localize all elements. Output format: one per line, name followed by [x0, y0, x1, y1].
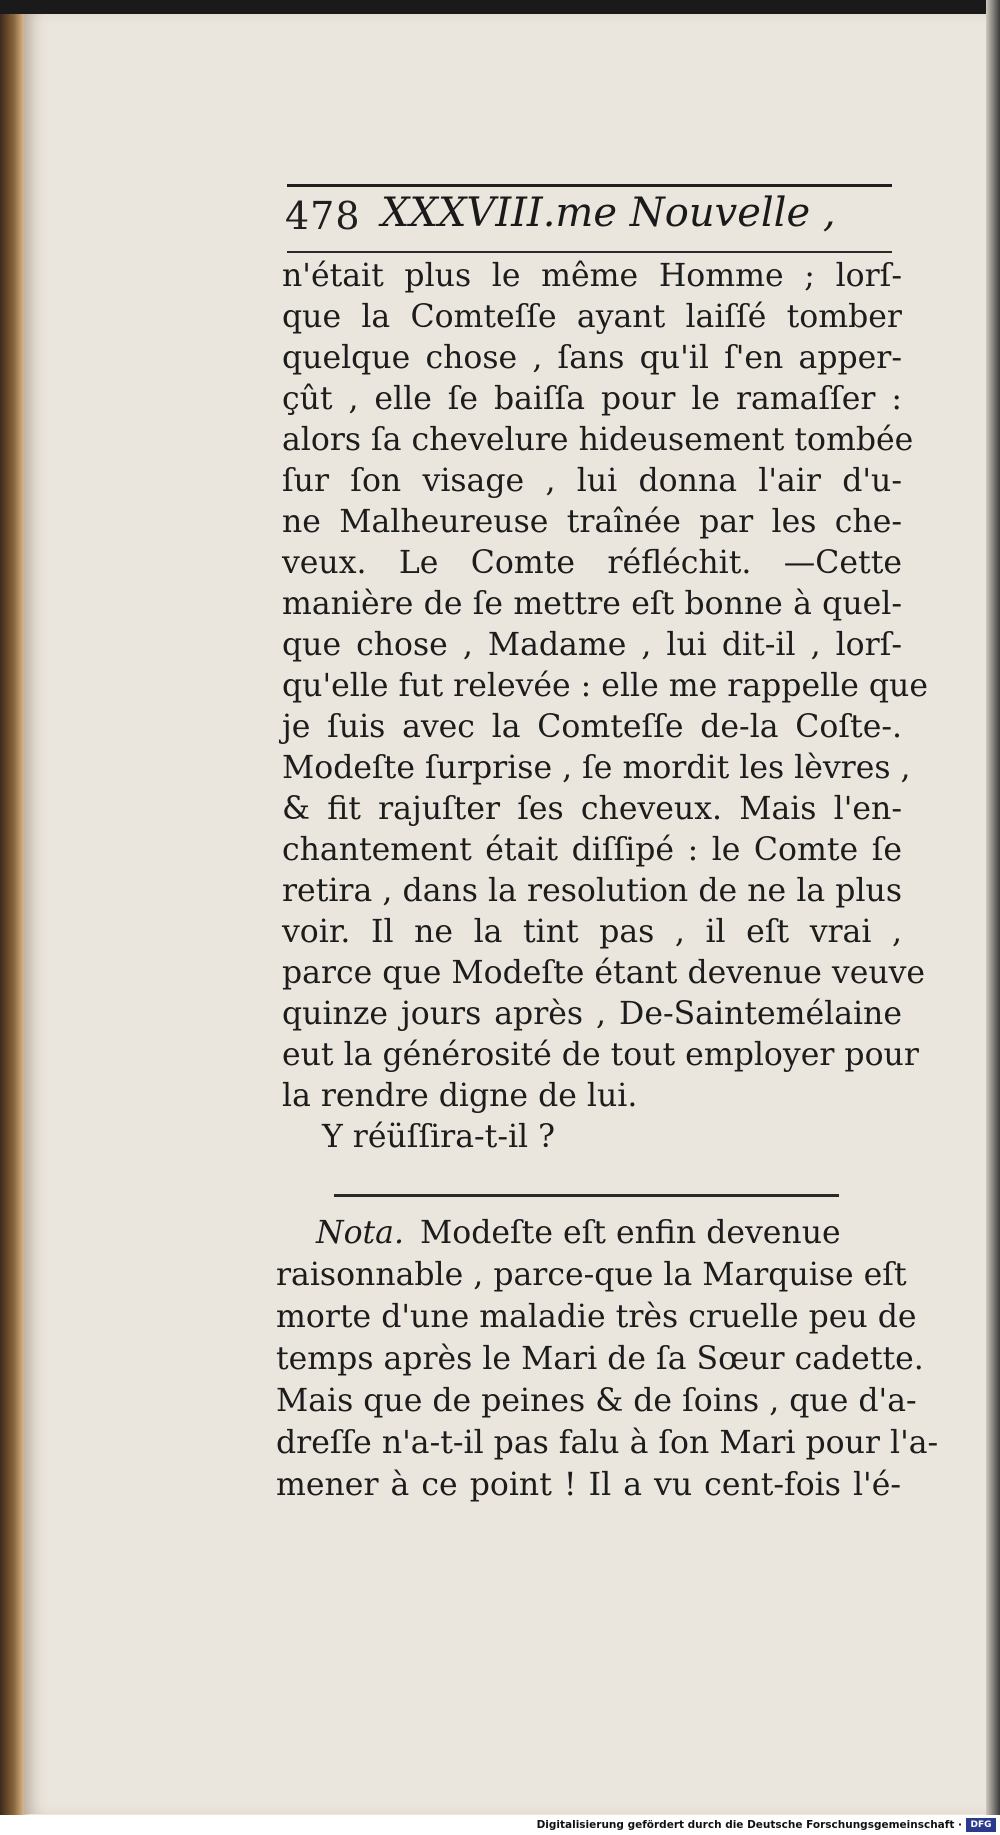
text-line: alors ſa chevelure hideusement tombée: [282, 422, 914, 458]
closing-question: Y réüſſira-t-il ?: [322, 1119, 556, 1155]
nota-line: mener à ce point ! Il a vu cent-fois l'é-: [276, 1467, 901, 1503]
page-header: [285, 190, 895, 248]
page-number: 478: [285, 194, 361, 238]
text-line: ſur ſon visage , lui donna l'air d'u-: [282, 463, 902, 499]
nota-line: morte d'une maladie très cruelle peu de: [276, 1299, 917, 1335]
header-rule-top: [287, 184, 892, 187]
scan-top-edge: [0, 0, 1000, 14]
text-line: manière de ſe mettre eſt bonne à quel-: [282, 586, 902, 622]
text-line: que chose , Madame , lui dit-il , lorſ-: [282, 627, 902, 663]
nota-line: Mais que de peines & de ſoins , que d'a-: [276, 1383, 917, 1419]
running-head: XXXVIII.me Nouvelle ,: [381, 190, 836, 236]
text-line: retira , dans la resolution de ne la plus: [282, 873, 902, 909]
text-line: n'était plus le même Homme ; lorſ-: [282, 258, 902, 294]
nota-first-line: [276, 1212, 901, 1254]
body-text: [282, 256, 928, 1158]
text-line: la rendre digne de lui.: [282, 1078, 638, 1114]
text-line: & fit rajuſter ſes cheveux. Mais l'en-: [282, 791, 902, 827]
text-line: qu'elle fut relevée : elle me rappelle que: [282, 668, 928, 704]
nota-line: raisonnable , parce-que la Marquise eſt: [276, 1257, 907, 1293]
nota-label: Nota.: [316, 1215, 404, 1251]
text-line: Modeſte ſurprise , ſe mordit les lèvres ,: [282, 750, 911, 786]
text-line: parce que Modeſte étant devenue veuve: [282, 955, 926, 991]
text-line: quelque chose , ſans qu'il ſ'en apper-: [282, 340, 902, 376]
text-line: veux. Le Comte réfléchit. —Cette: [282, 545, 902, 581]
text-line: voir. Il ne la tint pas , il eſt vrai ,: [282, 914, 902, 950]
text-line: chantement était diſſipé : le Comte ſe: [282, 832, 902, 868]
nota-line: temps après le Mari de ſa Sœur cadette.: [276, 1341, 924, 1377]
scan-right-edge: [986, 0, 1000, 1835]
header-rule-bottom: [287, 251, 892, 253]
text-line: quinze jours après , De-Saintemélaine: [282, 996, 902, 1032]
digitization-footer: [0, 1815, 1000, 1835]
nota-line: Modeſte eſt enfin devenue: [419, 1215, 841, 1251]
text-line: je ſuis avec la Comteſſe de-la Coſte-.: [282, 709, 902, 745]
text-line: ne Malheureuse traînée par les che-: [282, 504, 902, 540]
text-line: que la Comteſſe ayant laiſſé tomber: [282, 299, 902, 335]
nota-line: dreſſe n'a-t-il pas falu à ſon Mari pour l'a-: [276, 1425, 939, 1461]
text-line: çût , elle ſe baiſſa pour le ramaſſer :: [282, 381, 902, 417]
dfg-logo: DFG: [966, 1818, 996, 1832]
section-divider: [334, 1194, 839, 1197]
text-line: eut la générosité de tout employer pour: [282, 1037, 919, 1073]
nota-block: [276, 1212, 939, 1506]
footer-credit: Digitalisierung gefördert durch die Deutsche Forschungsgemeinschaft ·: [536, 1819, 962, 1831]
